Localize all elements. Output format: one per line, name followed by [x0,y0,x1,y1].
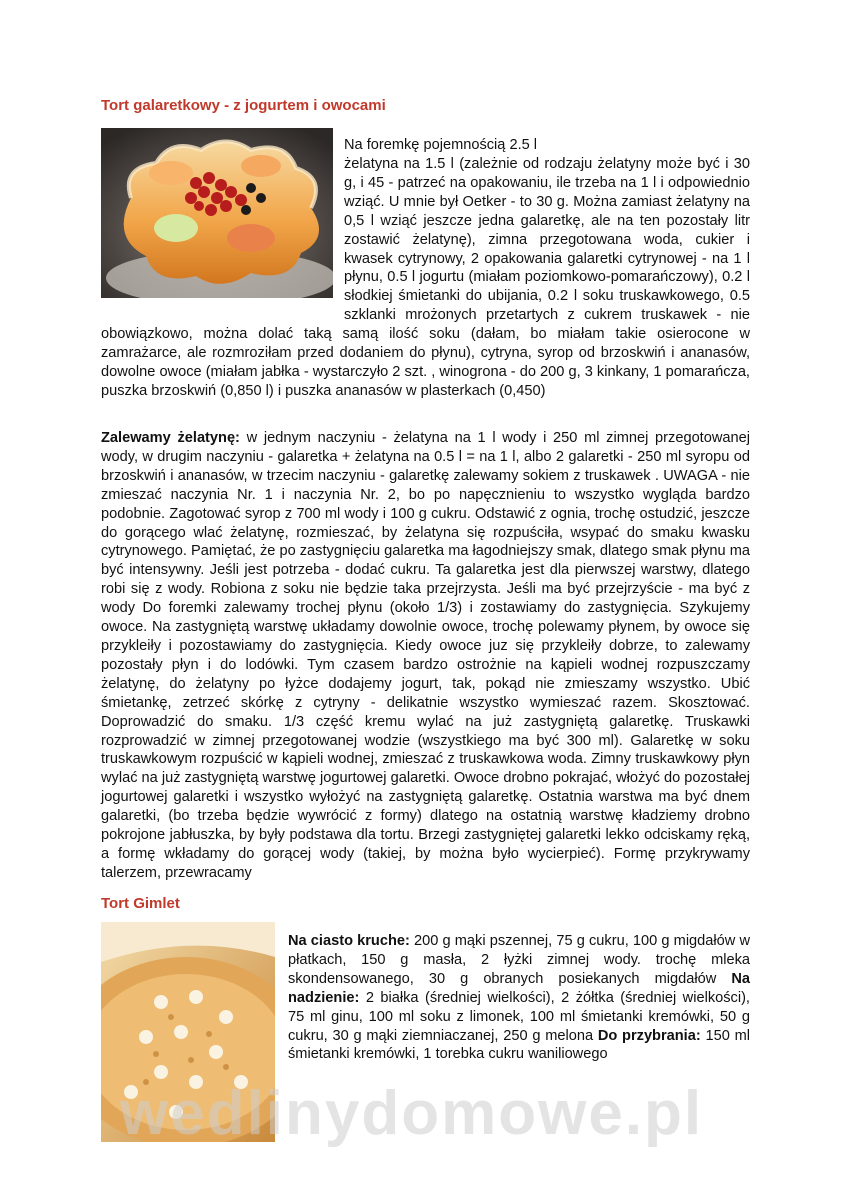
recipe1-method-text: w jednym naczyniu - żelatyna na 1 l wody i 250 ml zimnej przegotowanej wody, w drugim naczyniu - galaretka + żelatyna na 0.5 l = na 1 l, albo 2 galaretki - 250 ml syropu od brzoskwiń i ananasów, w trzecim naczyniu - galaretkę zalewamy sokiem z truskawek . UWAGA - nie zmieszać naczynia Nr. 1 i naczynia Nr. 2, bo po napęcznieniu to wszystko wygląda bardzo podobnie. Zagotować syrop z 700 ml wody i 100 g cukru. Odstawić z ognia, trochę ostudzić, jeszcze do gorącego wlać żelatynę, rozmieszać, by żelatyna się rozpuściła, wsypać do smaku kwasku cytrynowego. Pamiętać, że po zastygnięciu galaretka ma łagodniejszy smak, dlatego smak płynu ma być intensywny. Jeśli jest potrzeba - dodać cukru. Ta galaretka jest dla pierwszej warstwy, dlatego robi się z wody. Robiona z soku nie będzie taka przejrzysta. Jeśli ma być przejrzyście - ma być z wody Do foremki zalewamy trochej płynu (około 1/3) i zostawiamy do zastygnięcia. Szykujemy owoce. Na zastygniętą warstwę układamy dowolnie owoce, trochę polewamy płynem, by owoce się przykleiły i pozostawiamy do zastygnięcia. Kiedy owoce juz się przykleiły dobrze, to zalewamy pozostały płyn i do lodówki. Tym czasem bardzo ostrożnie na kąpieli wodnej rozpuszczamy żelatynę, do żelatyny po łyżce dodajemy jogurt, tak, pokąd nie zmieszamy wszystko. Ubić śmietankę, zetrzeć skórkę z cytryny - delikatnie wszystko wymieszać razem. Skosztować. Doprowadzić do smaku. 1/3 część kremu wylać na już zastygniętą galaretkę. Truskawki rozprowadzić w zimnej przegotowanej wodzie (wszystkiego ma być 300 ml). Galaretkę w soku truskawkowym rozpuścić w kąpieli wodnej, zmieszać z truskawkowa woda. Zimny truskawkowy płyn wylać na już zastygniętą warstwę jogurtowej galaretki. Owoce drobno pokrajać, włożyć do pozostałej jogurtowej galaretki i wszystko wyłożyć na zastygniętą galaretkę. Ostatnia warstwa ma być dnem galaretki, (bo trzeba będzie wywrócić z formy) dlatego na ostatnią warstwę kładziemy drobno pokrojone jabłuszka, by były podstawa dla tortu. Brzegi zastygniętej galaretki lekko odciskamy ręką, a formę wkładamy do gorącej wody (takiej, by można było wycierpieć). Formę przykrywamy talerzem, przewracamy [101,430,750,881]
recipe-title-tort-gimlet: Tort Gimlet [101,895,180,912]
recipe1-ingredients-text: żelatyna na 1.5 l (zależnie od rodzaju żelatyny może być i 30 g, i 45 - patrzeć na opakowaniu, ile trzeba na 1 l i odpowiednio wziąć. U mnie był Oetker - to 30 g. Można zamiast żelatyny na 0,5 l wziąć jeszcze jedna galaretkę, ale na ten pozostały litr zostawić żelatynę), zimna przegotowana woda, cukier i kwasek cytrynowy, 2 opakowania galaretki cytrynowej - na 1 l płynu, 0.5 l jogurtu (miałam poziomkowo-pomarańczowy), 0.2 l słodkiej śmietanki do ubijania, 0.2 l soku truskawkowego, 0.5 szklanki mrożonych przetartych z cukrem truskawek - nie obowiązkowo, można dolać taką samą ilość soku (dałam, bo miałam takie osierocone w zamrażarce, ale rozmroziłam przed dodaniem do płynu), cytryna, syrop od brzoskwiń i ananasów, dowolne owoce (miałam jabłka - wystarczyło 2 szt. , winogrona - do 200 g, 3 kinkany, 1 pomarańcza, puszka brzoskwiń (0,850 l) i puszka ananasów w plasterkach (0,450) [101,156,750,399]
recipe2-ingredients [288,932,750,1064]
recipe2-decoration-label: Do przybrania: [597,1027,701,1044]
recipe2-dough-label: Na ciasto kruche: [288,933,410,949]
recipe1-method [101,429,750,883]
recipe1-ingredients [101,155,750,401]
recipe2-decoration-text: 150 ml śmietanki kremówki, 1 torebka cukru waniliowego [288,1027,750,1063]
photo-float-spacer [101,155,344,325]
site-watermark: wedlinydomowe.pl [120,1079,704,1148]
recipe1-method-label: Zalewamy żelatynę: [101,430,240,446]
recipe1-intro-line: Na foremkę pojemnością 2.5 l [344,137,538,153]
recipe2-filling-text: 2 białka (średniej wielkości), 2 żółtka (średniej wielkości), 75 ml ginu, 100 ml soku z limonek, 100 ml śmietanki kremówki, 50 g cukru, 30 g mąki ziemniaczanej, 250 g melona [288,989,750,1044]
recipe2-dough-text: 200 g mąki pszennej, 75 g cukru, 100 g migdałów w płatkach, 150 g masła, 2 łyżki zimnej wody. trochę mleka skondensowanego, 30 g obranych posiekanych migdałów [288,933,750,987]
recipe-title-tort-galaretkowy: Tort galaretkowy - z jogurtem i owocami [101,97,386,114]
recipe2-filling-label: Na nadzienie: [288,970,750,1006]
